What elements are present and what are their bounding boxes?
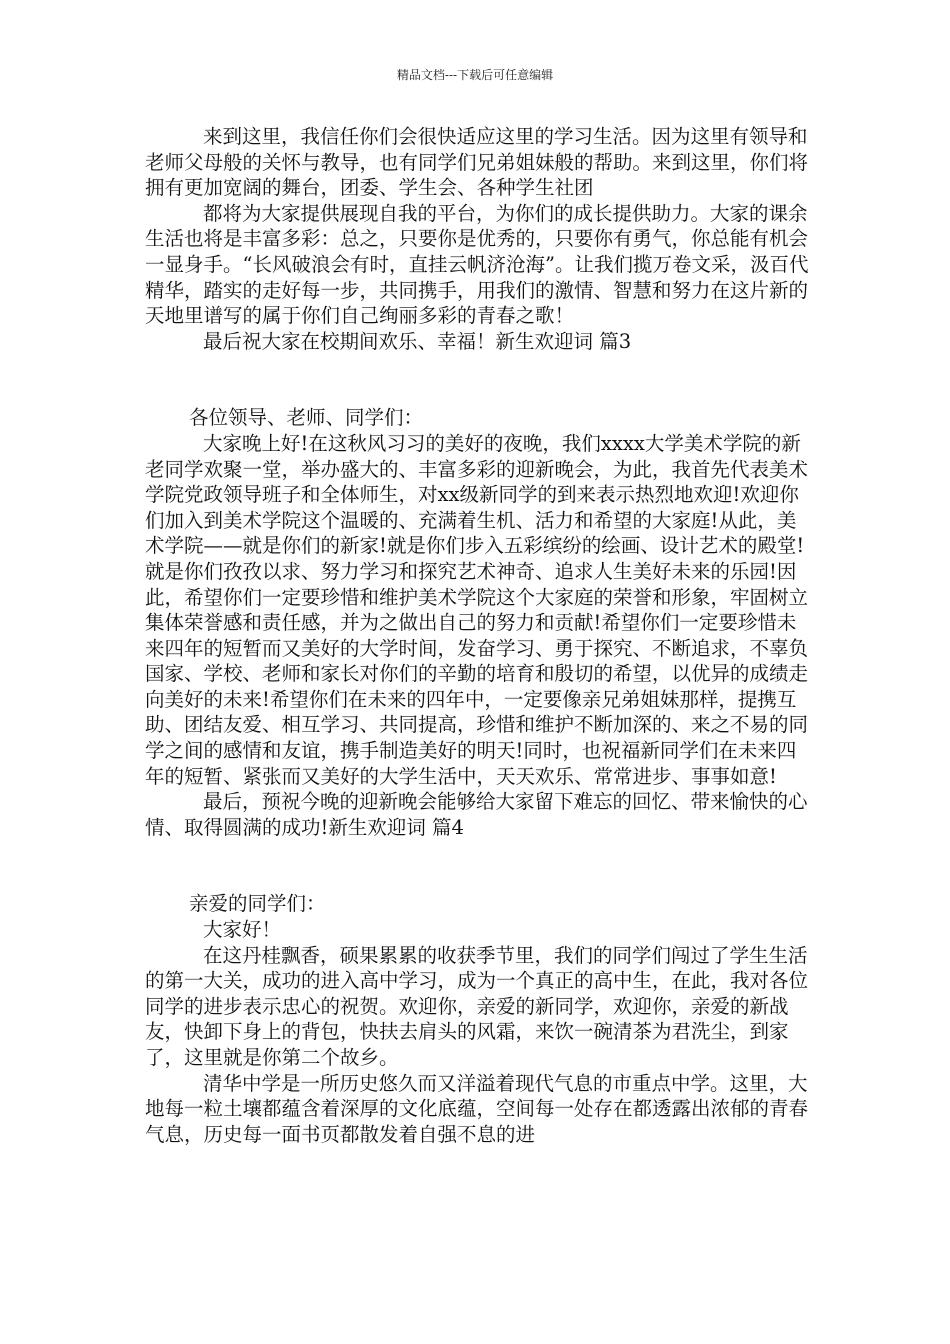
paragraph: 大家晚上好!在这秋风习习的美好的夜晚，我们xxxx大学美术学院的新老同学欢聚一堂，举办盛大的、丰富多彩的迎新晚会，为此，我首先代表美术学院党政领导班子和全体师生，对xx级新同学的到来表示热烈地欢迎!欢迎你们加入到美术学院这个温暖的、充满着生机、活力和希望的大家庭!从此，美术学院——就是你们的新家!就是你们步入五彩缤纷的绘画、设计艺术的殿堂!就是你们孜孜以求、努力学习和探究艺术神奇、追求人生美好未来的乐园!因此，希望你们一定要珍惜和维护美术学院这个大家庭的荣誉和形象，牢固树立集体荣誉感和责任感，并为之做出自己的努力和贡献!希望你们一定要珍惜未来四年的短暂而又美好的大学时间，发奋学习、勇于探究、不断追求，不辜负国家、学校、老师和家长对你们的辛勤的培育和殷切的希望，以优异的成绩走向美好的未来!希望你们在未来的四年中，一定要像亲兄弟姐妹那样，提携互助、团结友爱、相互学习、共同提高，珍惜和维护不断加深的、来之不易的同学之间的感情和友谊，携手制造美好的明天!同时，也祝福新同学们在未来四年的短暂、紧张而又美好的大学生活中，天天欢乐、常常进步、事事如意! [145, 431, 809, 788]
paragraph: 来到这里，我信任你们会很快适应这里的学习生活。因为这里有领导和老师父母般的关怀与教导，也有同学们兄弟姐妹般的帮助。来到这里，你们将拥有更加宽阔的舞台，团委、学生会、各种学生社团 [145, 125, 809, 200]
spacer [145, 840, 815, 891]
paragraph: 最后祝大家在校期间欢乐、幸福！新生欢迎词 篇3 [203, 329, 632, 353]
spacer [145, 354, 815, 405]
document-body [145, 124, 815, 1147]
paragraph: 最后，预祝今晚的迎新晚会能够给大家留下难忘的回忆、带来愉快的心情、取得圆满的成功!新生欢迎词 篇4 [145, 790, 808, 839]
paragraph: 在这丹桂飘香，硕果累累的收获季节里，我们的同学们闯过了学生生活的第一大关，成功的进入高中学习，成为一个真正的高中生，在此，我对各位同学的进步表示忠心的祝贺。欢迎你，亲爱的新同学，欢迎你，亲爱的新战友，快卸下身上的背包，快扶去肩头的风霜，来饮一碗清茶为君洗尘，到家了，这里就是你第二个故乡。 [145, 943, 809, 1069]
greeting: 大家好！ [203, 918, 282, 942]
page-header: 精品文档---下载后可任意编辑 [396, 68, 554, 82]
salutation: 各位领导、老师、同学们： [189, 406, 424, 430]
paragraph: 都将为大家提供展现自我的平台，为你们的成长提供助力。大家的课余生活也将是丰富多彩：总之，只要你是优秀的，只要你有勇气，你总能有机会一显身手。“长风破浪会有时，直挂云帆济沧海”。让我们揽万卷文采，汲百代精华，踏实的走好每一步，共同携手，用我们的激情、智慧和努力在这片新的天地里谱写的属于你们自己绚丽多彩的青春之歌！ [145, 201, 809, 328]
paragraph: 清华中学是一所历史悠久而又洋溢着现代气息的市重点中学。这里，大地每一粒土壤都蕴含着深厚的文化底蕴，空间每一处存在都透露出浓郁的青春气息，历史每一面书页都散发着自强不息的进 [145, 1071, 809, 1146]
salutation: 亲爱的同学们： [189, 892, 326, 916]
